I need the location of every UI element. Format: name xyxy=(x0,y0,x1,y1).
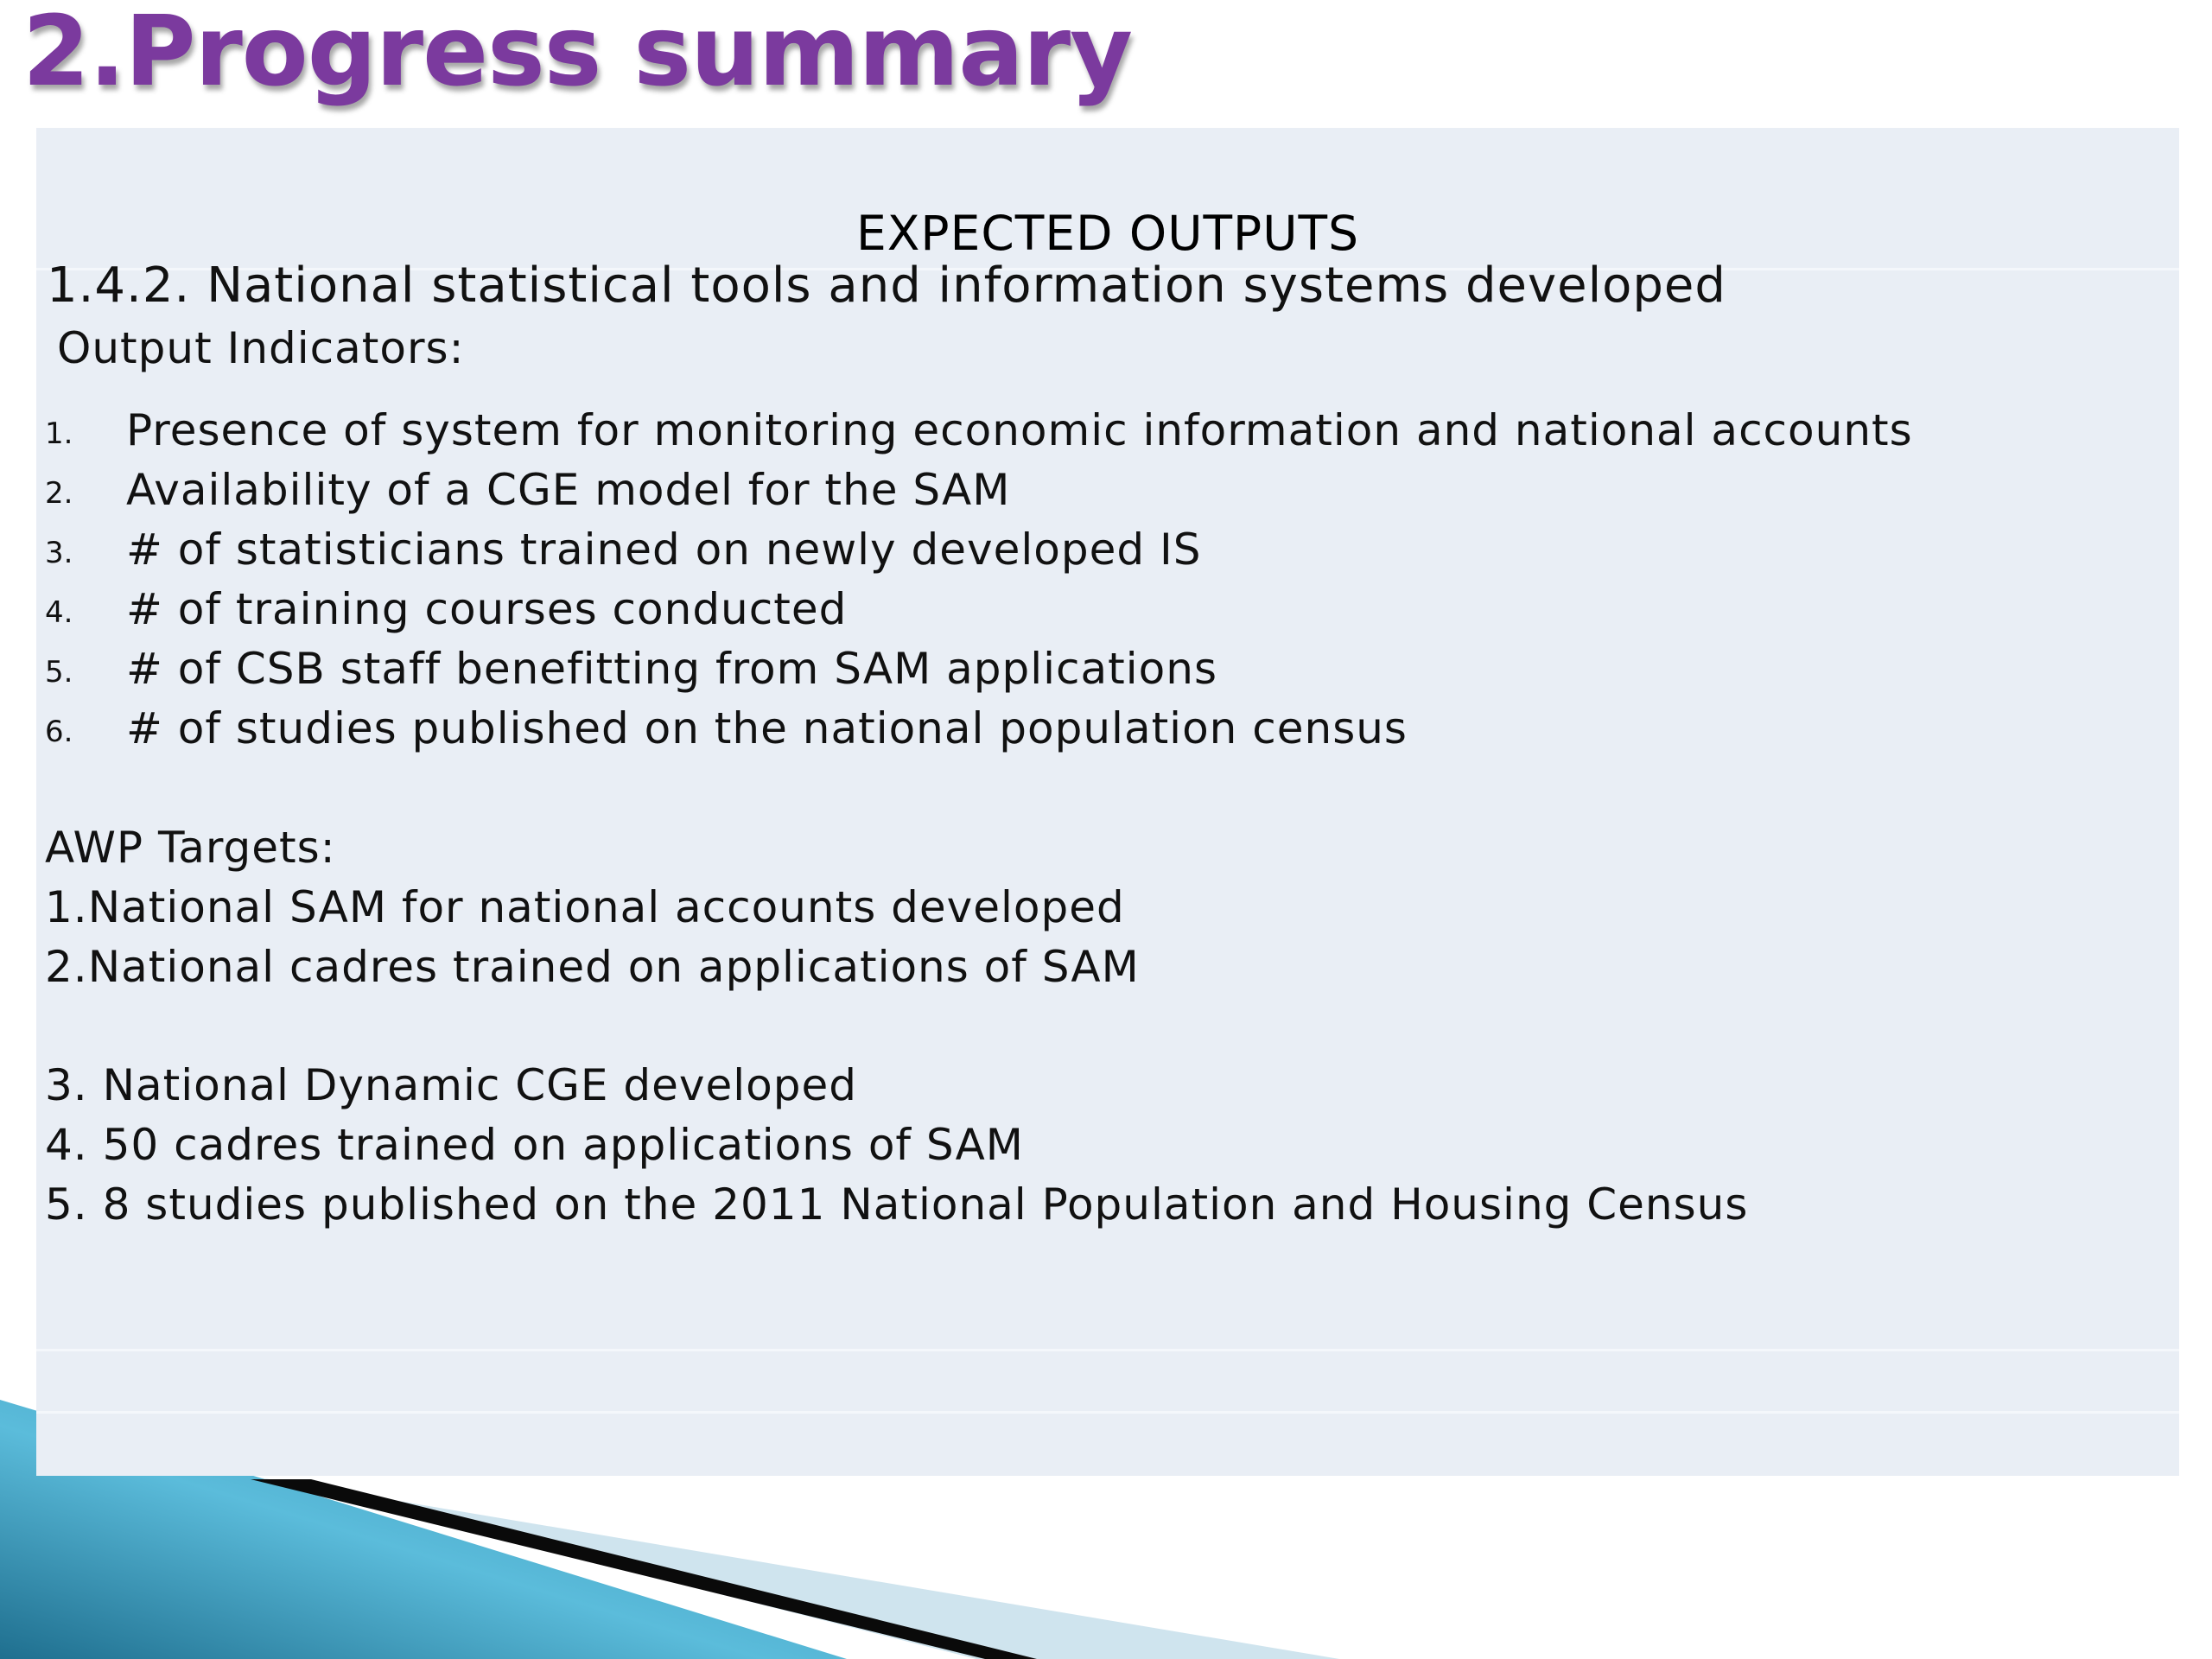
table-row-divider xyxy=(36,1349,2179,1351)
awp-target-item: 5. 8 studies published on the 2011 National Population and Housing Census xyxy=(45,1179,1749,1230)
list-item-number: 4. xyxy=(45,595,73,630)
slide-title: 2.Progress summary xyxy=(22,0,1133,108)
output-title: 1.4.2. National statistical tools and information systems developed xyxy=(47,257,1726,314)
list-item-text: Availability of a CGE model for the SAM xyxy=(126,465,1011,515)
awp-target-item: 1.National SAM for national accounts developed xyxy=(45,882,1125,932)
list-item-text: # of CSB staff benefitting from SAM applications xyxy=(126,644,1217,694)
list-item-text: # of statisticians trained on newly developed IS xyxy=(126,524,1202,575)
list-item-number: 5. xyxy=(45,655,73,690)
list-item-text: Presence of system for monitoring economic information and national accounts xyxy=(126,405,1913,455)
awp-target-item: 2.National cadres trained on applications of SAM xyxy=(45,942,1140,992)
table-header-text: EXPECTED OUTPUTS xyxy=(855,206,1359,261)
list-item-text: # of training courses conducted xyxy=(126,584,848,634)
list-item-number: 3. xyxy=(45,536,73,570)
list-item-number: 2. xyxy=(45,476,73,511)
awp-target-item: 4. 50 cadres trained on applications of SAM xyxy=(45,1120,1024,1170)
awp-target-item: 3. National Dynamic CGE developed xyxy=(45,1060,857,1110)
table-row-divider xyxy=(36,1411,2179,1414)
list-item-number: 6. xyxy=(45,715,73,749)
list-item-text: # of studies published on the national population census xyxy=(126,703,1408,753)
outputs-table xyxy=(36,128,2179,1476)
table-header-row xyxy=(36,128,2179,270)
output-indicators-label: Output Indicators: xyxy=(57,323,465,373)
awp-targets-label: AWP Targets: xyxy=(45,823,336,873)
list-item-number: 1. xyxy=(45,416,73,451)
